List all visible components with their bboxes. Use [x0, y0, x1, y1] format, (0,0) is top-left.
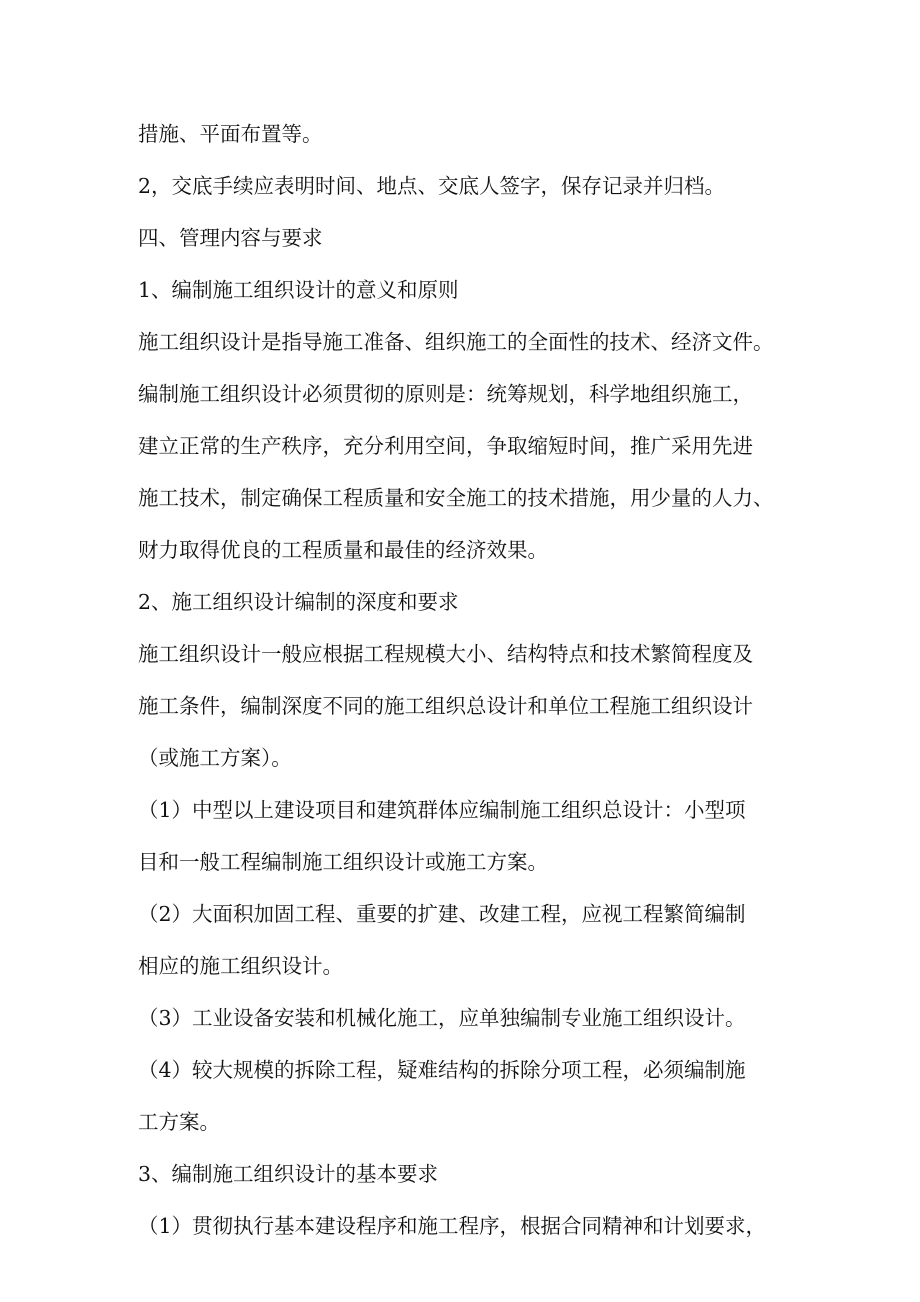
list-item: （2）大面积加固工程、重要的扩建、改建工程，应视工程繁简编制	[138, 902, 746, 926]
text-line: 相应的施工组织设计。	[138, 954, 343, 978]
text-line: 编制施工组织设计必须贯彻的原则是：统筹规划，科学地组织施工，	[138, 382, 753, 406]
subsection-heading: 3、编制施工组织设计的基本要求	[138, 1162, 439, 1186]
text-line: 施工组织设计是指导施工准备、组织施工的全面性的技术、经济文件。	[138, 330, 774, 354]
text-line: 财力取得优良的工程质量和最佳的经济效果。	[138, 538, 548, 562]
text-line: 2，交底手续应表明时间、地点、交底人签字，保存记录并归档。	[138, 174, 726, 198]
list-item: （1）贯彻执行基本建设程序和施工程序，根据合同精神和计划要求，	[138, 1214, 767, 1238]
list-item: （1）中型以上建设项目和建筑群体应编制施工组织总设计：小型项	[138, 798, 746, 822]
text-line: 施工技术，制定确保工程质量和安全施工的技术措施，用少量的人力、	[138, 486, 774, 510]
document-body	[138, 112, 788, 1248]
text-line: 建立正常的生产秩序，充分利用空间，争取缩短时间，推广采用先进	[138, 434, 753, 458]
text-line: 工方案。	[138, 1110, 220, 1134]
text-line: 施工条件，编制深度不同的施工组织总设计和单位工程施工组织设计	[138, 694, 753, 718]
list-item: （3）工业设备安装和机械化施工，应单独编制专业施工组织设计。	[138, 1006, 746, 1030]
subsection-heading: 2、施工组织设计编制的深度和要求	[138, 590, 459, 614]
subsection-heading: 1、编制施工组织设计的意义和原则	[138, 278, 459, 302]
text-line: 施工组织设计一般应根据工程规模大小、结构特点和技术繁简程度及	[138, 642, 753, 666]
text-line: 措施、平面布置等。	[138, 122, 323, 146]
text-line: 目和一般工程编制施工组织设计或施工方案。	[138, 850, 548, 874]
list-item: （4）较大规模的拆除工程，疑难结构的拆除分项工程，必须编制施	[138, 1058, 746, 1082]
section-heading: 四、管理内容与要求	[138, 226, 323, 250]
text-line: （或施工方案）。	[138, 746, 292, 770]
